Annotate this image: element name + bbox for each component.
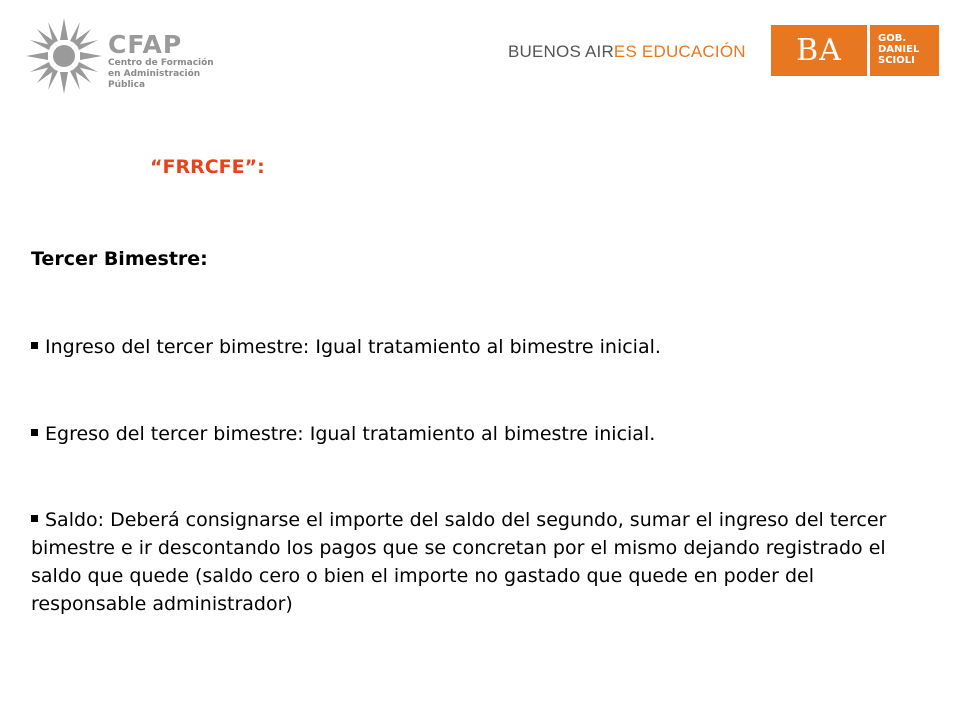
list-item <box>31 506 901 618</box>
gob-line-3: SCIOLI <box>878 55 915 66</box>
ba-logo-letters: BA <box>796 33 842 68</box>
gob-line-2: DANIEL <box>878 44 920 55</box>
list-item-text: Saldo: Deberá consignarse el importe del saldo del segundo, sumar el ingreso del tercer bimestre e ir descontando los pagos que se concretan por el mismo dejando registrado el saldo que quede (saldo cero o bien el importe no gastado que quede en poder del responsable administrador) <box>31 509 887 615</box>
bullet-icon <box>31 515 38 522</box>
buenos-aires-educacion-logo <box>508 42 746 62</box>
cfap-subtitle-line1: Centro de Formación <box>108 58 214 68</box>
cfap-title: CFAP <box>108 30 183 59</box>
sun-logo-icon <box>24 16 104 96</box>
bullet-icon <box>31 342 38 349</box>
list-item <box>31 333 901 361</box>
section-heading: Tercer Bimestre: <box>31 248 208 270</box>
page-title: “FRRCFE”: <box>150 156 265 178</box>
ba-edu-part2: ES EDUCACIÓN <box>613 42 746 61</box>
list-item <box>31 420 901 448</box>
list-item-text: Egreso del tercer bimestre: Igual tratamiento al bimestre inicial. <box>45 423 656 445</box>
cfap-text-block <box>108 32 214 91</box>
ba-logo-box <box>771 25 867 76</box>
gob-logo-box <box>870 25 939 76</box>
cfap-subtitle-line2: en Administración Pública <box>108 69 201 90</box>
list-item-text: Ingreso del tercer bimestre: Igual tratamiento al bimestre inicial. <box>45 336 661 358</box>
bullet-icon <box>31 429 38 436</box>
cfap-logo <box>24 16 214 96</box>
gob-line-1: GOB. <box>878 33 907 44</box>
ba-edu-part1: BUENOS AIR <box>508 42 614 61</box>
gob-logo-text <box>878 33 919 66</box>
